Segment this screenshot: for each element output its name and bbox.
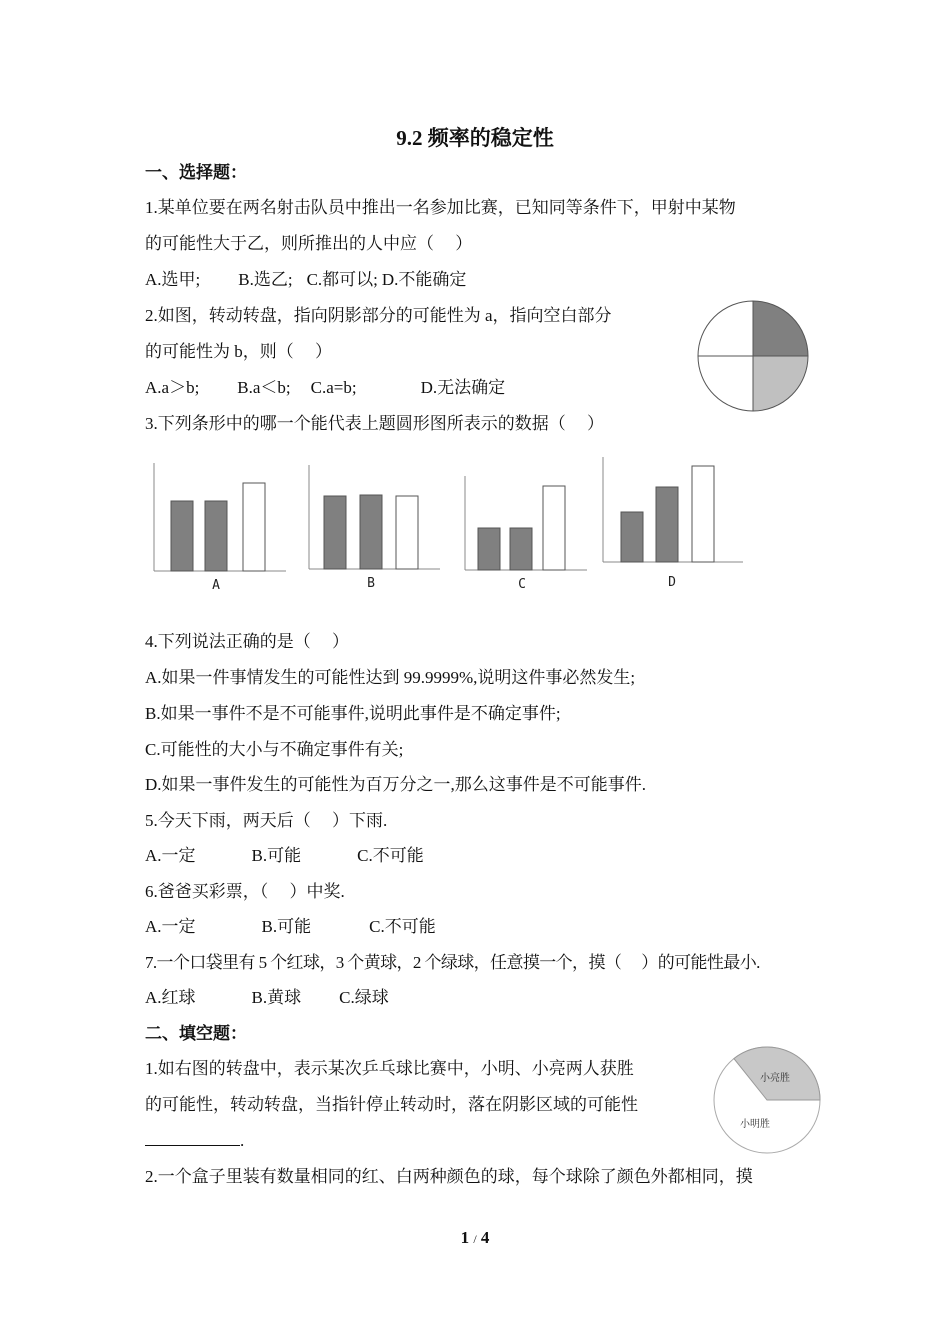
bar-chart-C (465, 476, 587, 592)
bar-A-2 (205, 501, 227, 571)
q5-option-a: A.一定 (145, 846, 196, 865)
bar-chart-label-C: C (518, 577, 526, 592)
bar-D-1 (621, 512, 643, 562)
q7-option-c: C.绿球 (339, 988, 389, 1007)
q2-stem-line1: 2.如图，转动转盘，指向阴影部分的可能性为 a，指向空白部分 (145, 306, 612, 325)
q4-option-d: D.如果一事件发生的可能性为百万分之一,那么这事件是不可能事件. (145, 775, 647, 794)
q5-options (145, 844, 424, 868)
q3-stem: 3.下列条形中的哪一个能代表上题圆形图所表示的数据（ ） (145, 414, 604, 433)
page-title: 9.2 频率的稳定性 (396, 126, 554, 150)
q2-option-d: D.无法确定 (420, 378, 506, 397)
spinner-f1-label-xiaoliang: 小亮胜 (760, 1073, 790, 1084)
section-heading-choice: 一、选择题： (145, 163, 247, 182)
q5-option-b: B.可能 (251, 846, 302, 865)
f1-answer-blank[interactable] (145, 1129, 240, 1146)
q4-stem: 4.下列说法正确的是（ ） (145, 632, 349, 651)
q7-options (145, 986, 389, 1010)
f1-stem-line2: 的可能性，转动转盘，当指针停止转动时，落在阴影区域的可能性 (145, 1095, 638, 1114)
page-current: 1 (460, 1228, 470, 1247)
bar-C-1 (478, 528, 500, 570)
bar-chart-B (309, 465, 440, 591)
q7-stem: 7.一个口袋里有 5 个红球，3 个黄球，2 个绿球，任意摸一个，摸（ ）的可能性最小. (145, 953, 760, 972)
bar-D-3 (692, 466, 714, 562)
bar-B-2 (360, 495, 382, 569)
bar-B-1 (324, 496, 346, 569)
bar-chart-label-B: B (367, 576, 375, 591)
bar-C-2 (510, 528, 532, 570)
bar-D-2 (656, 487, 678, 562)
f2-stem-line1: 2.一个盒子里装有数量相同的红、白两种颜色的球，每个球除了颜色外都相同，摸 (145, 1167, 753, 1186)
bar-B-3 (396, 496, 418, 569)
section-heading-fill: 二、填空题： (145, 1024, 247, 1043)
q5-option-c: C.不可能 (357, 846, 424, 865)
bar-C-3 (543, 486, 565, 570)
spinner-f1-label-xiaoming: 小明胜 (740, 1119, 770, 1130)
q2-option-b: B.a＜b; (237, 378, 291, 397)
spinner-f1 (712, 1045, 822, 1155)
page-number (0, 1228, 950, 1248)
bar-chart-label-A: A (212, 578, 220, 593)
q1-option-b: B.选乙; (238, 270, 293, 289)
f1-end-period: . (240, 1131, 245, 1150)
bar-chart-label-D: D (668, 575, 676, 590)
q5-stem: 5.今天下雨，两天后（ ）下雨. (145, 811, 388, 830)
q1-option-d: D.不能确定 (381, 270, 467, 289)
q2-stem-line2: 的可能性为 b，则（ ） (145, 342, 332, 361)
q1-option-a: A.选甲; (145, 270, 201, 289)
page-separator: / (473, 1232, 477, 1246)
q6-option-c: C.不可能 (369, 917, 436, 936)
q1-stem-line1: 1.某单位要在两名射击队员中推出一名参加比赛，已知同等条件下，甲射中某物 (145, 198, 736, 217)
q2-option-c: C.a=b; (310, 378, 357, 397)
bar-A-3 (243, 483, 265, 571)
bar-chart-A (154, 463, 286, 593)
q6-option-a: A.一定 (145, 917, 196, 936)
q6-options (145, 915, 436, 939)
q4-option-c: C.可能性的大小与不确定事件有关; (145, 740, 404, 759)
q7-option-b: B.黄球 (251, 988, 302, 1007)
f1-stem-line3 (145, 1129, 244, 1153)
bar-A-1 (171, 501, 193, 571)
q1-option-c: C.都可以; (306, 270, 378, 289)
q6-stem: 6.爸爸买彩票，（ ）中奖. (145, 882, 345, 901)
f1-stem-line1: 1.如右图的转盘中，表示某次乒乓球比赛中，小明、小亮两人获胜 (145, 1059, 634, 1078)
q1-stem-line2: 的可能性大于乙，则所推出的人中应（ ） (145, 234, 473, 253)
q2-option-a: A.a＞b; (145, 378, 200, 397)
q6-option-b: B.可能 (261, 917, 312, 936)
q4-option-a: A.如果一件事情发生的可能性达到 99.9999%,说明这件事必然发生; (145, 668, 636, 687)
bar-chart-D (603, 457, 743, 590)
page-total: 4 (480, 1228, 490, 1247)
q4-option-b: B.如果一事件不是不可能事件,说明此事件是不确定事件; (145, 704, 561, 723)
q7-option-a: A.红球 (145, 988, 196, 1007)
